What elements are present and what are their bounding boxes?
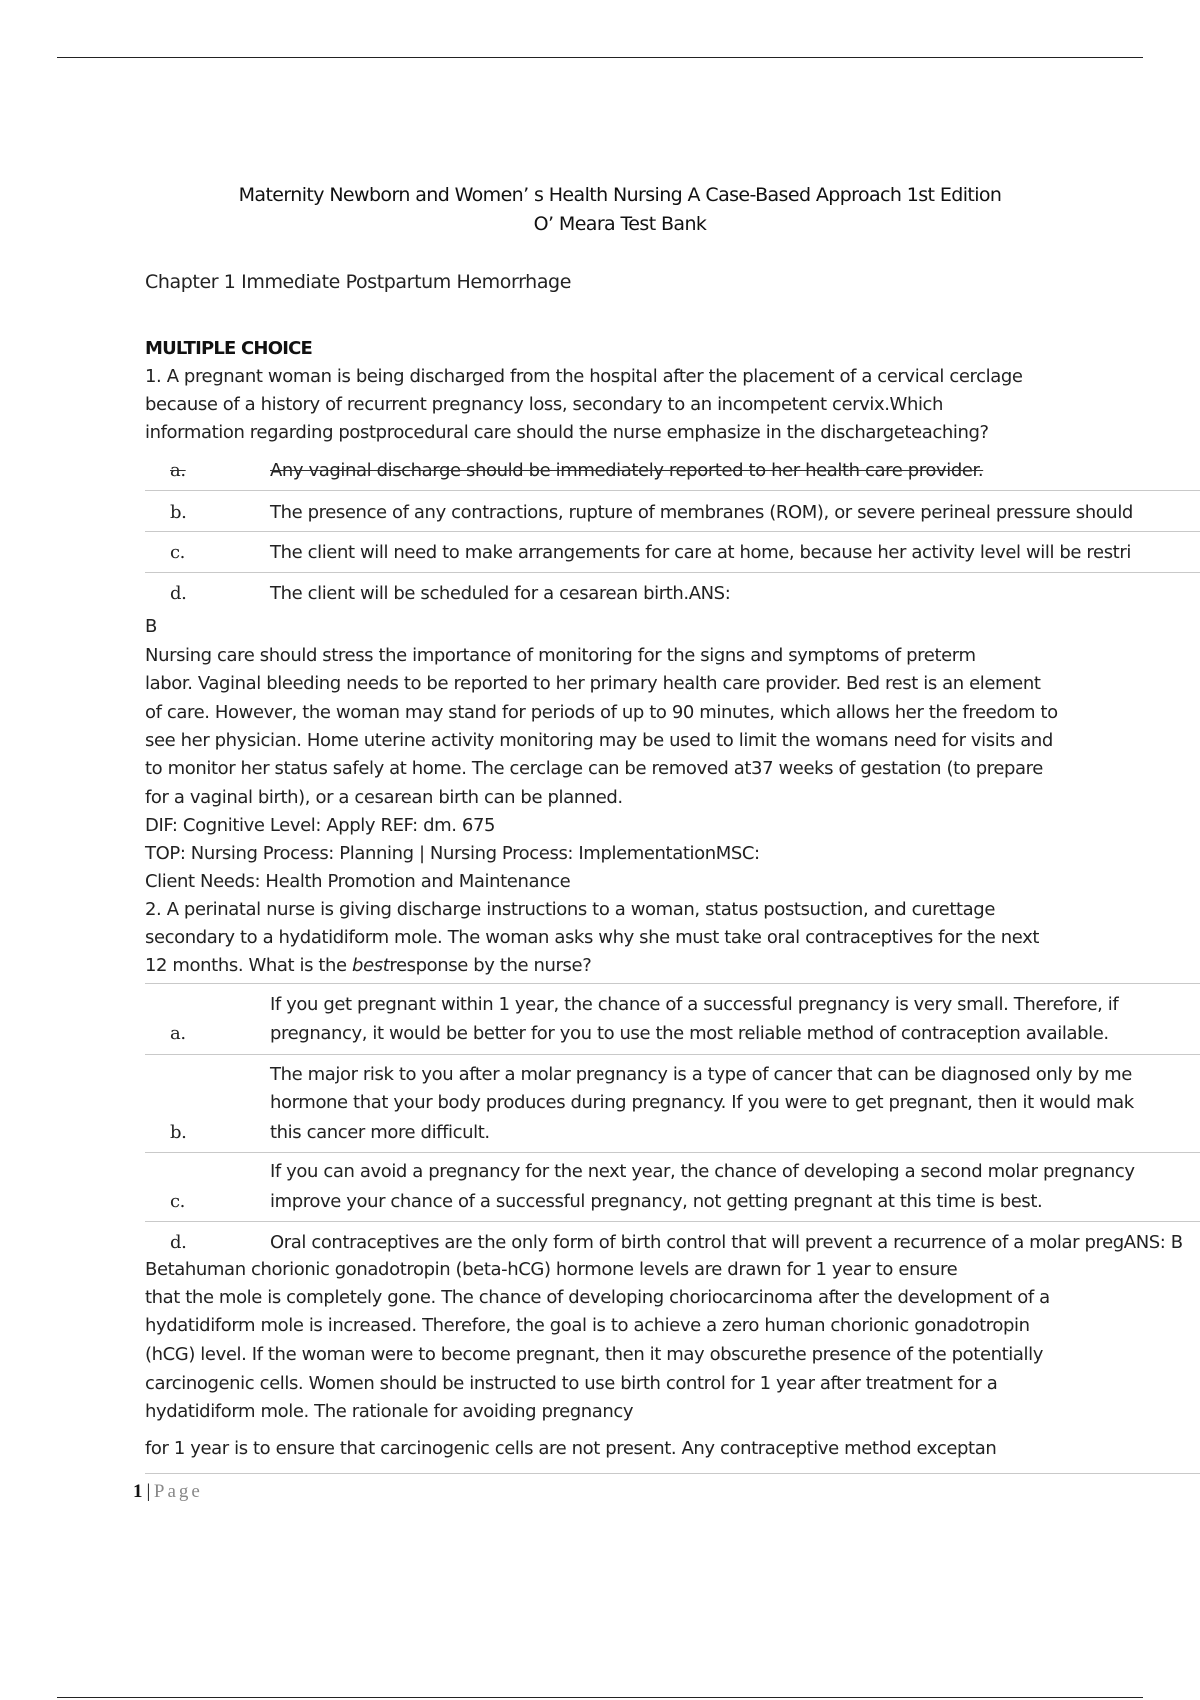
q1-rationale-line: labor. Vaginal bleeding needs to be reported to her primary health care provider. Bed rest is an element [145,673,1041,694]
q2-rationale-line: (hCG) level. If the woman were to become pregnant, then it may obscurethe presence of the potentially [145,1344,1043,1365]
q2-rationale-line: hydatidiform mole. The rationale for avoiding pregnancy [145,1401,634,1422]
option-divider [145,983,1200,984]
bottom-rule [57,1697,1143,1698]
q1-stem-line: because of a history of recurrent pregnancy loss, secondary to an incompetent cervix.Which [145,394,944,415]
q1-answer: B [145,616,157,637]
page-number: 1 [133,1481,143,1502]
page-label: Page [153,1481,203,1502]
section-heading: MULTIPLE CHOICE [145,338,312,359]
q2-option-text: pregnancy, it would be better for you to use the most reliable method of contraception available. [270,1023,1109,1044]
q2-stem-line [145,955,591,976]
option-divider [145,1054,1200,1055]
q1-rationale-line: for a vaginal birth), or a cesarean birth can be planned. [145,787,623,808]
option-divider [145,490,1200,491]
option-divider [145,572,1200,573]
q2-option-text: improve your chance of a successful pregnancy, not getting pregnant at this time is best. [270,1191,1043,1212]
q1-option-letter: c. [170,542,186,563]
q1-option-text: The presence of any contractions, rupture of membranes (ROM), or severe perineal pressure should [270,502,1133,523]
document-subtitle: O’ Meara Test Bank [533,213,707,235]
footer-divider [145,1473,1200,1474]
q1-meta-line: Client Needs: Health Promotion and Maintenance [145,871,571,892]
q1-option-letter: d. [170,583,187,604]
q2-stem-text: 12 months. What is the [145,955,353,976]
q1-stem-line: information regarding postprocedural care should the nurse emphasize in the dischargeteaching? [145,422,989,443]
q2-option-letter: d. [170,1232,187,1253]
top-rule [57,57,1143,58]
q1-option-letter: a. [170,460,186,481]
q1-rationale-line: see her physician. Home uterine activity monitoring may be used to limit the womans need for visits and [145,730,1053,751]
q1-rationale-line: of care. However, the woman may stand for periods of up to 90 minutes, which allows her the freedom to [145,702,1058,723]
q1-meta-line: TOP: Nursing Process: Planning | Nursing Process: ImplementationMSC: [145,843,760,864]
q2-stem-line: secondary to a hydatidiform mole. The woman asks why she must take oral contraceptives for the next [145,927,1039,948]
q1-option-text: Any vaginal discharge should be immediately reported to her health care provider. [270,460,984,481]
page-separator: | [146,1481,150,1502]
q2-stem-line: 2. A perinatal nurse is giving discharge instructions to a woman, status postsuction, and curettage [145,899,996,920]
q2-option-letter: a. [170,1023,186,1044]
q1-meta-line: DIF: Cognitive Level: Apply REF: dm. 675 [145,815,496,836]
q2-rationale-line: that the mole is completely gone. The chance of developing choriocarcinoma after the development of a [145,1287,1050,1308]
q2-option-text: Oral contraceptives are the only form of birth control that will prevent a recurrence of a molar pregANS: B [270,1232,1183,1253]
page-footer [133,1481,203,1503]
option-divider [145,531,1200,532]
q2-rationale-line: for 1 year is to ensure that carcinogenic cells are not present. Any contraceptive method exceptan [145,1438,997,1459]
q1-rationale-line: to monitor her status safely at home. The cerclage can be removed at37 weeks of gestation (to prepare [145,758,1043,779]
q2-option-text: If you can avoid a pregnancy for the next year, the chance of developing a second molar pregnancy [270,1161,1135,1182]
q1-option-text: The client will be scheduled for a cesarean birth.ANS: [270,583,731,604]
q2-stem-emphasis: best [352,955,390,976]
q2-option-text: The major risk to you after a molar pregnancy is a type of cancer that can be diagnosed only by me [270,1064,1132,1085]
option-divider [145,1152,1200,1153]
q2-option-letter: b. [170,1122,187,1143]
q2-option-text: hormone that your body produces during pregnancy. If you were to get pregnant, then it would mak [270,1092,1134,1113]
q1-option-letter: b. [170,502,187,523]
q1-stem-line: 1. A pregnant woman is being discharged from the hospital after the placement of a cervical cerclage [145,366,1023,387]
q2-rationale-line: hydatidiform mole is increased. Therefore, the goal is to achieve a zero human chorionic gonadotropin [145,1315,1030,1336]
q2-rationale-line: carcinogenic cells. Women should be instructed to use birth control for 1 year after treatment for a [145,1373,998,1394]
q2-option-letter: c. [170,1191,186,1212]
q1-option-text: The client will need to make arrangements for care at home, because her activity level will be restri [270,542,1131,563]
q2-stem-text: response by the nurse? [389,955,592,976]
chapter-title: Chapter 1 Immediate Postpartum Hemorrhage [145,271,572,293]
document-title: Maternity Newborn and Women’ s Health Nursing A Case-Based Approach 1st Edition [238,184,1002,206]
q2-option-text: If you get pregnant within 1 year, the chance of a successful pregnancy is very small. Therefore, if [270,994,1119,1015]
q2-option-text: this cancer more difficult. [270,1122,490,1143]
q1-rationale-line: Nursing care should stress the importance of monitoring for the signs and symptoms of preterm [145,645,976,666]
option-divider [145,1221,1200,1222]
q2-rationale-line: Betahuman chorionic gonadotropin (beta-hCG) hormone levels are drawn for 1 year to ensure [145,1259,958,1280]
